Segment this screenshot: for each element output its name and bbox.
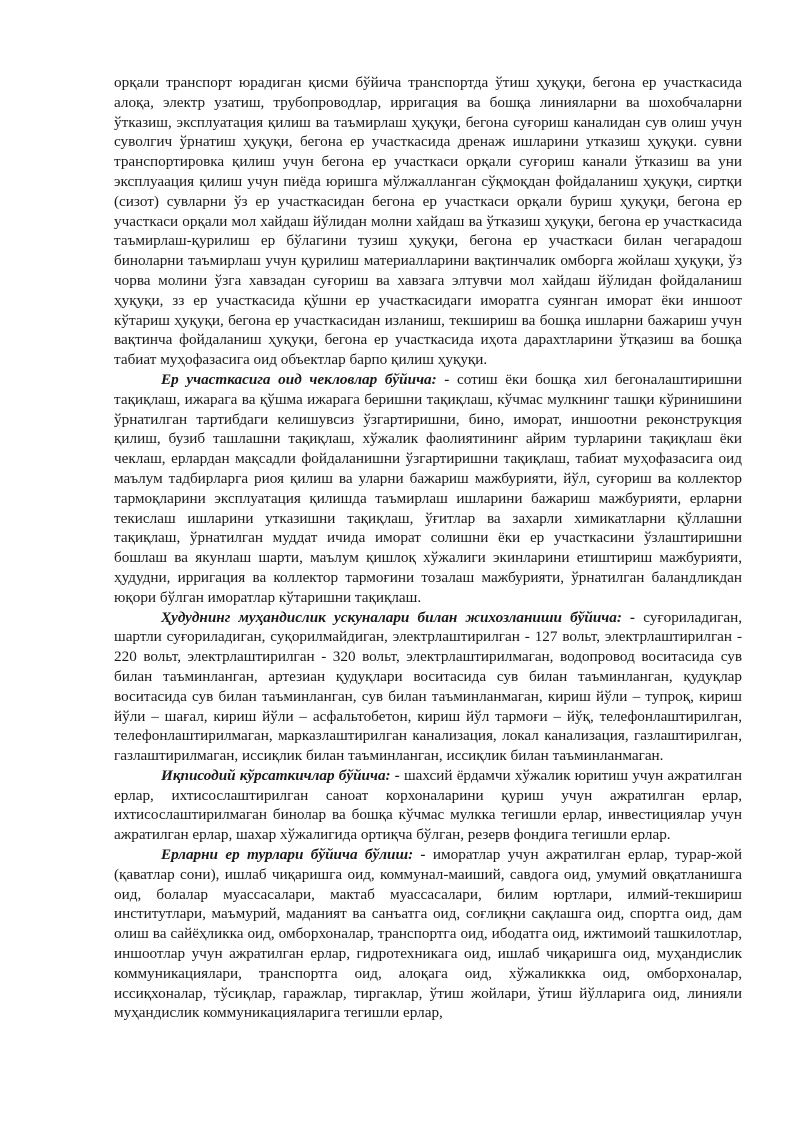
paragraph-1-text: орқали транспорт юрадиган қисми бўйича транспортда ўтиш ҳуқуқи, бегона ер участкасида алоқа, электр узатиш, трубопроводлар, ирригация ва бошқа линияларни ва шохобчаларни ўтказиш, эксплуатация қилиш ва таъмирлаш ҳуқуқи, бегона суғориш каналидан сув олиш учун суволгич ўрнатиш ҳуқуқи, бегона ер участкасида дренаж ишларини утказиш ҳуқуқи. сувни транспортировка қилиш учун бегона ер участкаси орқали суғориш канали ўтказиш ва уни эксплуаация қилиш учун пиёда юришга мўлжалланган сўқмоқдан фойдаланиш ҳуқуқи, сиртқи (сизот) сувларни ўз ер участкасидан бегона ер участкаси орқали буриш ҳуқуқи, бегона ер участкаси орқали мол хайдаш йўлидан молни хайдаш ва ўтказиш ҳуқуқи, бегона ер участкасида таъмирлаш-қурилиш ер бўлагини тузиш ҳуқуқи, бегона ер участкаси билан чегарадош биноларни таъмирлаш учун қурилиш материалларини вақтинчалик омборга жойлаш ҳуқуқи, ўз чорва молини ўзга хавзадан суғориш ва хавзага элтувчи мол хайдаш йўлидан фойдаланиш ҳуқуқи, зз ер участкасида қўшни ер участкасидаги иморатга суянган иморат ёки иншоот кўтариш ҳуқуқи, бегона ер участкасидан изланиш, текшириш ва бошқа ишларни бажариш учун вақтинча фойдаланиш ҳуқуқи, бегона ер участкасида иҳота дарахтларини ўтқазиш ва бошқа табиат муҳофазасига оид объектлар барпо қилиш ҳуқуқи. [114,74,742,369]
paragraph-engineering-equipment [114,608,742,766]
paragraph-1 [114,73,742,370]
paragraph-land-types [114,845,742,1023]
paragraph-heading: Ерларни ер турлари бўйича бўлиш: - [161,846,426,864]
paragraph-heading: Ер участкасига оид чекловлар бўйича: - [161,370,450,388]
paragraph-economic-indicators [114,766,742,845]
paragraph-land-restrictions [114,370,742,608]
document-page [114,73,742,1023]
paragraph-text: сотиш ёки бошқа хил бегоналаштиришни тақиқлаш, ижарага ва қўшма ижарага беришни тақиқлаш, кўчмас мулкнинг ташқи кўринишини ўрнатилган тартибдаги келишувсиз ўзгартиришни, бино, иморат, иншоотни реконструкция қилиш, бузиб ташлашни тақиқлаш, хўжалик фаолиятининг айрим турларини тақиқлаш ёки чеклаш, ерлардан мақсадли фойдаланишни ўзгартиришни тақиқлаш, табиат муҳофазасига оид маълум тадбирларга риоя қилиш ва уларни бажариш мажбурияти, йўл, суғориш ва коллектор тармоқларини эксплуатация қилишда таъмирлаш ишларини бажариш мажбурияти, ерларни текислаш ишларини утказишни тақиқлаш, ўғитлар ва захарли химикатларни қўллашни тақиқлаш, ўрнатилган муддат ичида иморат солишни ёки ер участкасини ўзлаштиришни бошлаш ва якунлаш шарти, маълум қишлоқ хўжалиги экинларини етиштириш мажбурияти, ҳудудни, ирригация ва коллектор тармоғини тозалаш мажбурияти, ўрнатилган баландликдан юқори бўлган иморатлар кўтаришни тақиқлаш. [114,370,742,606]
paragraph-text: шахсий ёрдамчи хўжалик юритиш учун ажратилган ерлар, ихтисослаштирилган саноат корхоналарини қуриш учун ажратилган ерлар, ихтисослаштирилмаган бинолар ва бошқа кўчмас мулкка тегишли ерлар, инвестициялар учун ажратилган ерлар, шахар хўжалигида ортиқча бўлган, резерв фондига тегишли ерлар. [114,766,742,844]
paragraph-heading: Ҳудуднинг муҳандислик ускуналари билан жихозланиши бўйича: - [161,608,636,626]
paragraph-heading: Иқписодий кўрсаткичлар бўйича: - [161,766,400,784]
paragraph-text: иморатлар учун ажратилган ерлар, турар-жой (қаватлар сони), ишлаб чиқаришга оид, коммунал-маиший, савдога оид, умумий овқатланишга оид, болалар муассасалари, мактаб муассасалари, билим юртлари, илмий-текшириш институтлари, маъмурий, маданият ва санъатга оид, соғлиқни сақлашга оид, спортга оид, дам олиш ва сайёҳликка оид, омборхоналар, транспортга оид, ибодатга оид, ижтимоий ташкилотлар, иншоотлар учун ажратилган ерлар, гидротехникага оид, ишлаб чиқаришга оид, муҳандислик коммуникациялари, транспортга оид, алоқага оид, хўжаликкка оид, омборхоналар, иссиқхоналар, тўсиқлар, гаражлар, тиргаклар, ўтиш жойлари, ўтиш йўлларига оид, линияли муҳандислик коммуникацияларига тегишли ерлар, [114,846,742,1022]
paragraph-text: суғориладиган, шартли суғориладиган, суқорилмайдиган, электрлаштирилган - 127 вольт, электрлаштирилган - 220 вольт, электрлаштирилган - 320 вольт, электрлаштирилмаган, водопровод воситасида сув билан таъминланган, артезиан қудуқлари воситасида сув билан таъминланган, қудуқлар воситасида сув билан таъминланган, сув билан таъминланмаган, кириш йўли – тупроқ, кириш йўли – шағал, кириш йўли – асфальтобетон, кириш йўл тармоғи – йўқ, телефонлаштирилган, телефонлаштирилмаган, марказлаштирилган канализация, локал канализация, газлаштирилган, газлаштирилмаган, иссиқлик билан таъминланган, иссиқлик билан таъминланмаган. [114,608,742,765]
